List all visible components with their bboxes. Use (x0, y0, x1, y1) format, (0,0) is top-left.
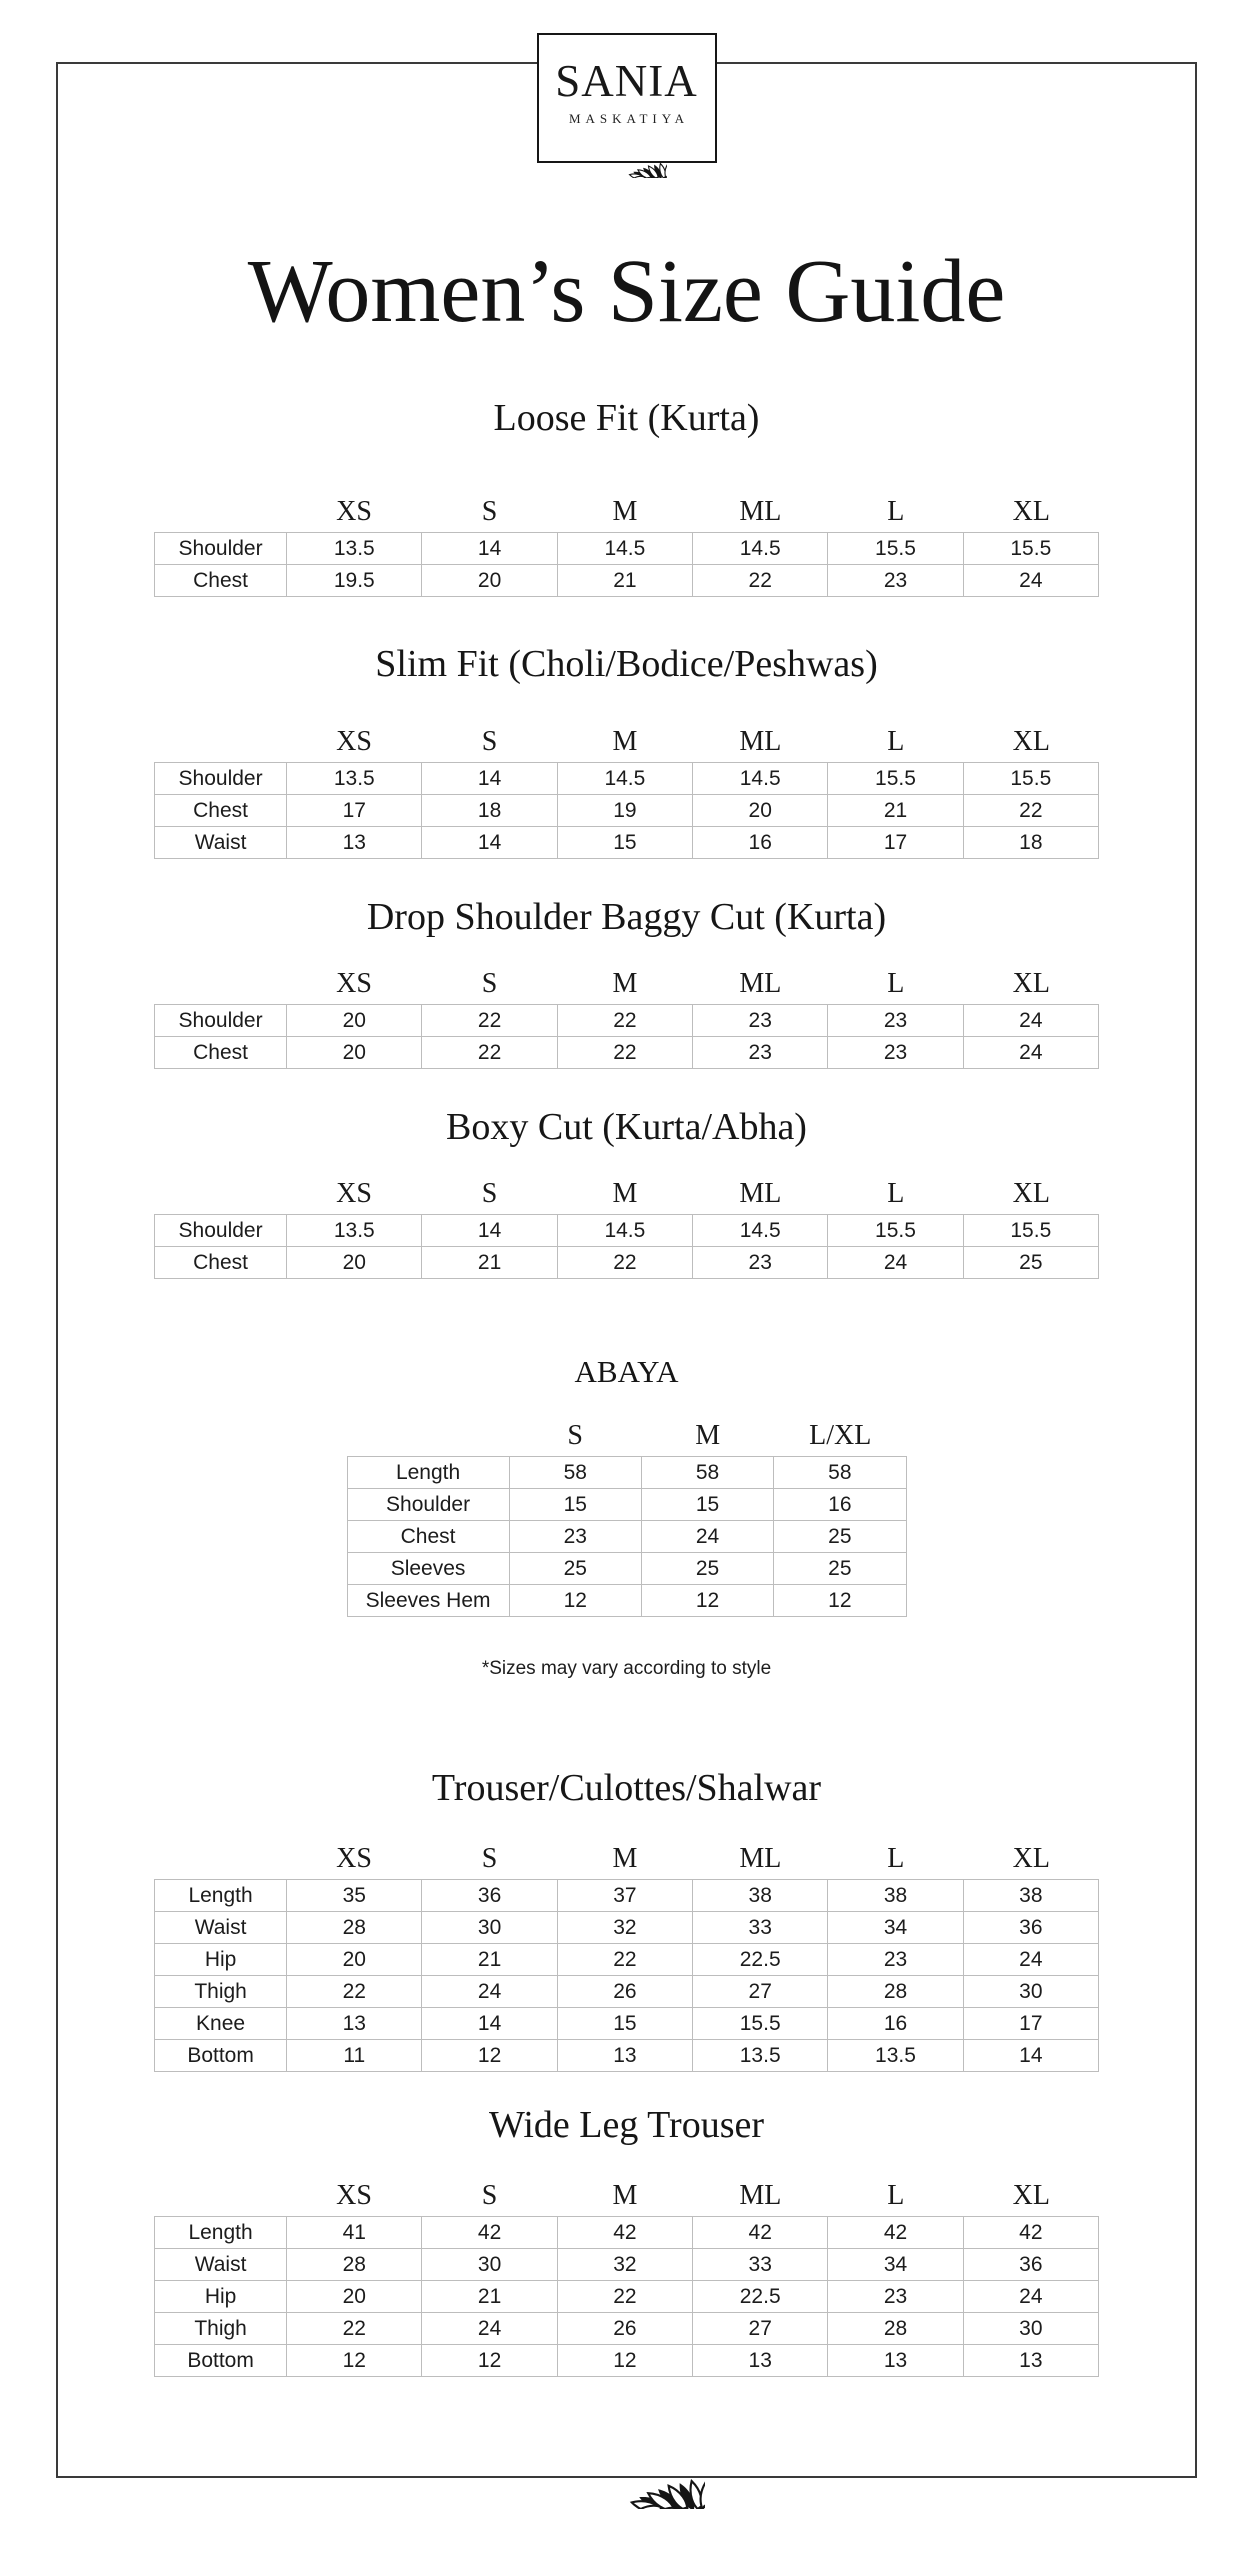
size-value: 24 (963, 1037, 1098, 1069)
size-value: 25 (774, 1521, 906, 1553)
size-value: 22 (963, 795, 1098, 827)
size-header-row (154, 1174, 1099, 1208)
size-column-header: S (481, 1843, 498, 1874)
row-label: Length (155, 1880, 287, 1912)
brand-logo (537, 33, 717, 163)
size-value: 28 (287, 1912, 422, 1944)
size-column-header: XS (336, 496, 372, 527)
size-value: 38 (693, 1880, 828, 1912)
size-value: 13.5 (287, 533, 422, 565)
table-row (347, 1489, 906, 1521)
table-row (155, 2249, 1099, 2281)
size-column-header: XL (1012, 726, 1050, 757)
section-title-slim-fit: Slim Fit (Choli/Bodice/Peshwas) (375, 643, 878, 685)
row-label: Chest (155, 795, 287, 827)
size-value: 13 (287, 827, 422, 859)
size-value: 15.5 (828, 1215, 963, 1247)
size-column-header: S (481, 1178, 498, 1209)
size-column-header: XS (336, 2180, 372, 2211)
size-value: 28 (828, 2313, 963, 2345)
laurel-ornament-icon (587, 146, 667, 178)
size-value: 14 (422, 763, 557, 795)
size-value: 24 (828, 1247, 963, 1279)
size-value: 36 (963, 2249, 1098, 2281)
size-value: 22 (557, 1005, 692, 1037)
size-value: 14 (422, 2008, 557, 2040)
size-value: 24 (963, 1005, 1098, 1037)
table-row (155, 1976, 1099, 2008)
size-value: 38 (963, 1880, 1098, 1912)
size-value: 28 (828, 1976, 963, 2008)
size-value: 38 (828, 1880, 963, 1912)
size-table-abaya (0, 1416, 1253, 1617)
size-value: 15.5 (693, 2008, 828, 2040)
size-value: 20 (693, 795, 828, 827)
size-disclaimer-note: *Sizes may vary according to style (481, 1658, 772, 1679)
laurel-ornament-icon (549, 2447, 705, 2509)
size-column-header: S (481, 496, 498, 527)
size-value: 12 (509, 1585, 641, 1617)
size-column-header: M (612, 1178, 638, 1209)
size-value: 20 (287, 1005, 422, 1037)
size-column-header: XS (336, 1178, 372, 1209)
size-column-header: ML (739, 1178, 782, 1209)
size-value: 15.5 (828, 533, 963, 565)
size-value: 33 (693, 1912, 828, 1944)
row-label: Thigh (155, 2313, 287, 2345)
size-value: 23 (828, 565, 963, 597)
row-label: Hip (155, 2281, 287, 2313)
size-value: 33 (693, 2249, 828, 2281)
size-value: 15.5 (963, 1215, 1098, 1247)
size-value: 12 (641, 1585, 773, 1617)
size-value: 14.5 (693, 763, 828, 795)
table-row (155, 827, 1099, 859)
size-table-loose-fit (0, 492, 1253, 597)
size-value: 30 (422, 2249, 557, 2281)
size-value: 27 (693, 1976, 828, 2008)
size-column-header: XL (1012, 1178, 1050, 1209)
size-value: 41 (287, 2217, 422, 2249)
size-value: 25 (963, 1247, 1098, 1279)
size-value: 12 (557, 2345, 692, 2377)
size-value: 34 (828, 1912, 963, 1944)
brand-name: SANIA (555, 56, 698, 106)
row-label: Chest (155, 1247, 287, 1279)
size-value: 22 (557, 1247, 692, 1279)
size-value: 15.5 (963, 533, 1098, 565)
size-value: 15.5 (828, 763, 963, 795)
size-value: 22 (287, 1976, 422, 2008)
size-column-header: S (481, 968, 498, 999)
size-value: 35 (287, 1880, 422, 1912)
size-value: 17 (963, 2008, 1098, 2040)
section-title-trouser: Trouser/Culottes/Shalwar (431, 1767, 822, 1809)
size-value: 24 (641, 1521, 773, 1553)
row-label: Shoulder (155, 533, 287, 565)
size-column-header: ML (739, 2180, 782, 2211)
measurements-table (154, 532, 1099, 597)
table-row (155, 1912, 1099, 1944)
size-value: 13.5 (828, 2040, 963, 2072)
size-value: 23 (828, 1944, 963, 1976)
size-value: 14.5 (557, 1215, 692, 1247)
size-column-header: M (695, 1420, 721, 1451)
table-row (155, 2008, 1099, 2040)
size-value: 58 (509, 1457, 641, 1489)
size-header-row (154, 964, 1099, 998)
measurements-table (154, 1879, 1099, 2072)
size-value: 24 (422, 2313, 557, 2345)
size-column-header: M (612, 1843, 638, 1874)
size-value: 24 (963, 565, 1098, 597)
row-label: Sleeves (347, 1553, 509, 1585)
size-column-header: XS (336, 1843, 372, 1874)
size-column-header: ML (739, 726, 782, 757)
section-title-wide-leg-trouser: Wide Leg Trouser (489, 2104, 764, 2146)
row-label: Bottom (155, 2345, 287, 2377)
size-column-header: ML (739, 1843, 782, 1874)
row-label: Shoulder (155, 1005, 287, 1037)
size-table-trouser (0, 1839, 1253, 2072)
size-value: 42 (422, 2217, 557, 2249)
size-value: 24 (963, 2281, 1098, 2313)
size-value: 20 (287, 1944, 422, 1976)
size-column-header: L (887, 726, 905, 757)
size-column-header: ML (739, 968, 782, 999)
row-label: Length (155, 2217, 287, 2249)
size-value: 16 (828, 2008, 963, 2040)
row-label: Waist (155, 2249, 287, 2281)
size-value: 12 (422, 2345, 557, 2377)
section-title-boxy-cut: Boxy Cut (Kurta/Abha) (446, 1106, 807, 1148)
size-value: 22 (422, 1005, 557, 1037)
size-value: 22 (422, 1037, 557, 1069)
size-value: 13.5 (287, 763, 422, 795)
size-value: 42 (557, 2217, 692, 2249)
brand-subname: MASKATIYA (568, 111, 690, 126)
size-value: 20 (287, 1037, 422, 1069)
size-value: 23 (693, 1247, 828, 1279)
size-value: 21 (422, 1944, 557, 1976)
size-value: 23 (828, 1037, 963, 1069)
size-value: 13 (557, 2040, 692, 2072)
table-row (155, 2281, 1099, 2313)
size-header-row (154, 722, 1099, 756)
size-table-slim-fit (0, 722, 1253, 859)
size-value: 19 (557, 795, 692, 827)
size-value: 22 (557, 2281, 692, 2313)
size-value: 13 (287, 2008, 422, 2040)
size-column-header: L (887, 2180, 905, 2211)
row-label: Chest (155, 1037, 287, 1069)
size-column-header: M (612, 496, 638, 527)
size-value: 22 (557, 1944, 692, 1976)
size-value: 14 (422, 1215, 557, 1247)
size-table-wide-leg-trouser (0, 2176, 1253, 2377)
table-row (155, 1880, 1099, 1912)
measurements-table (154, 762, 1099, 859)
size-column-header: XL (1012, 968, 1050, 999)
row-label: Shoulder (155, 1215, 287, 1247)
size-value: 18 (963, 827, 1098, 859)
size-value: 13 (828, 2345, 963, 2377)
size-header-row (154, 2176, 1099, 2210)
size-value: 30 (963, 1976, 1098, 2008)
size-value: 24 (963, 1944, 1098, 1976)
size-value: 36 (422, 1880, 557, 1912)
size-value: 17 (287, 795, 422, 827)
row-label: Chest (155, 565, 287, 597)
table-row (155, 763, 1099, 795)
size-value: 32 (557, 1912, 692, 1944)
size-value: 19.5 (287, 565, 422, 597)
table-row (155, 1944, 1099, 1976)
size-value: 13 (963, 2345, 1098, 2377)
size-value: 42 (828, 2217, 963, 2249)
page-title: Women’s Size Guide (247, 242, 1006, 341)
row-label: Thigh (155, 1976, 287, 2008)
size-value: 23 (693, 1005, 828, 1037)
table-row (155, 533, 1099, 565)
size-column-header: L (887, 496, 905, 527)
size-value: 26 (557, 2313, 692, 2345)
row-label: Waist (155, 1912, 287, 1944)
size-value: 18 (422, 795, 557, 827)
size-value: 30 (422, 1912, 557, 1944)
table-row (155, 1247, 1099, 1279)
table-row (347, 1585, 906, 1617)
measurements-table (154, 2216, 1099, 2377)
size-value: 12 (422, 2040, 557, 2072)
row-label: Bottom (155, 2040, 287, 2072)
size-value: 13.5 (693, 2040, 828, 2072)
size-value: 14 (963, 2040, 1098, 2072)
size-column-header: S (481, 2180, 498, 2211)
size-value: 23 (828, 2281, 963, 2313)
table-row (155, 2040, 1099, 2072)
size-value: 25 (509, 1553, 641, 1585)
size-value: 20 (287, 1247, 422, 1279)
size-value: 14.5 (557, 763, 692, 795)
size-value: 22.5 (693, 2281, 828, 2313)
size-value: 34 (828, 2249, 963, 2281)
size-value: 42 (963, 2217, 1098, 2249)
table-row (155, 2217, 1099, 2249)
size-value: 15 (509, 1489, 641, 1521)
size-value: 58 (774, 1457, 906, 1489)
measurements-table (154, 1214, 1099, 1279)
table-row (347, 1553, 906, 1585)
size-value: 27 (693, 2313, 828, 2345)
size-table-boxy-cut (0, 1174, 1253, 1279)
size-value: 36 (963, 1912, 1098, 1944)
size-header-row (154, 1839, 1099, 1873)
size-header-row (154, 492, 1099, 526)
size-value: 24 (422, 1976, 557, 2008)
size-column-header: XL (1012, 2180, 1050, 2211)
size-value: 28 (287, 2249, 422, 2281)
size-column-header: M (612, 968, 638, 999)
size-column-header: L (887, 1843, 905, 1874)
table-row (155, 565, 1099, 597)
row-label: Waist (155, 827, 287, 859)
size-value: 21 (422, 2281, 557, 2313)
table-row (155, 1215, 1099, 1247)
size-value: 22 (557, 1037, 692, 1069)
size-value: 23 (693, 1037, 828, 1069)
size-value: 15 (557, 827, 692, 859)
size-column-header: XS (336, 968, 372, 999)
size-value: 14 (422, 827, 557, 859)
size-value: 25 (641, 1553, 773, 1585)
size-column-header: XL (1012, 496, 1050, 527)
size-value: 11 (287, 2040, 422, 2072)
size-value: 58 (641, 1457, 773, 1489)
size-value: 15.5 (963, 763, 1098, 795)
row-label: Shoulder (155, 763, 287, 795)
size-value: 22 (287, 2313, 422, 2345)
section-title-abaya: ABAYA (574, 1354, 679, 1389)
size-value: 12 (774, 1585, 906, 1617)
size-value: 16 (774, 1489, 906, 1521)
size-value: 32 (557, 2249, 692, 2281)
size-value: 37 (557, 1880, 692, 1912)
size-column-header: S (567, 1420, 583, 1451)
section-title-drop-shoulder: Drop Shoulder Baggy Cut (Kurta) (366, 896, 887, 938)
measurements-table (154, 1004, 1099, 1069)
size-table-drop-shoulder (0, 964, 1253, 1069)
size-value: 42 (693, 2217, 828, 2249)
row-label: Hip (155, 1944, 287, 1976)
table-row (155, 1037, 1099, 1069)
size-column-header: L/XL (809, 1420, 872, 1451)
row-label: Shoulder (347, 1489, 509, 1521)
size-value: 23 (509, 1521, 641, 1553)
row-label: Knee (155, 2008, 287, 2040)
size-value: 21 (557, 565, 692, 597)
size-column-header: XS (336, 726, 372, 757)
size-value: 16 (693, 827, 828, 859)
size-column-header: XL (1012, 1843, 1050, 1874)
table-row (155, 2345, 1099, 2377)
table-row (347, 1457, 906, 1489)
size-value: 14.5 (557, 533, 692, 565)
row-label: Length (347, 1457, 509, 1489)
size-column-header: M (612, 726, 638, 757)
size-value: 14 (422, 533, 557, 565)
size-value: 14.5 (693, 533, 828, 565)
size-value: 20 (287, 2281, 422, 2313)
size-value: 13.5 (287, 1215, 422, 1247)
size-column-header: L (887, 968, 905, 999)
table-row (155, 1005, 1099, 1037)
size-column-header: S (481, 726, 498, 757)
size-value: 26 (557, 1976, 692, 2008)
size-value: 20 (422, 565, 557, 597)
size-value: 22 (693, 565, 828, 597)
table-row (347, 1521, 906, 1553)
table-row (155, 795, 1099, 827)
section-title-loose-fit: Loose Fit (Kurta) (493, 397, 760, 439)
row-label: Sleeves Hem (347, 1585, 509, 1617)
size-header-row (347, 1416, 907, 1450)
size-column-header: L (887, 1178, 905, 1209)
size-value: 30 (963, 2313, 1098, 2345)
size-value: 15 (557, 2008, 692, 2040)
measurements-table (347, 1456, 907, 1617)
size-value: 23 (828, 1005, 963, 1037)
table-row (155, 2313, 1099, 2345)
size-value: 25 (774, 1553, 906, 1585)
size-value: 22.5 (693, 1944, 828, 1976)
size-value: 12 (287, 2345, 422, 2377)
size-value: 15 (641, 1489, 773, 1521)
row-label: Chest (347, 1521, 509, 1553)
size-value: 13 (693, 2345, 828, 2377)
size-value: 21 (828, 795, 963, 827)
size-column-header: ML (739, 496, 782, 527)
size-value: 14.5 (693, 1215, 828, 1247)
size-column-header: M (612, 2180, 638, 2211)
size-value: 21 (422, 1247, 557, 1279)
size-value: 17 (828, 827, 963, 859)
